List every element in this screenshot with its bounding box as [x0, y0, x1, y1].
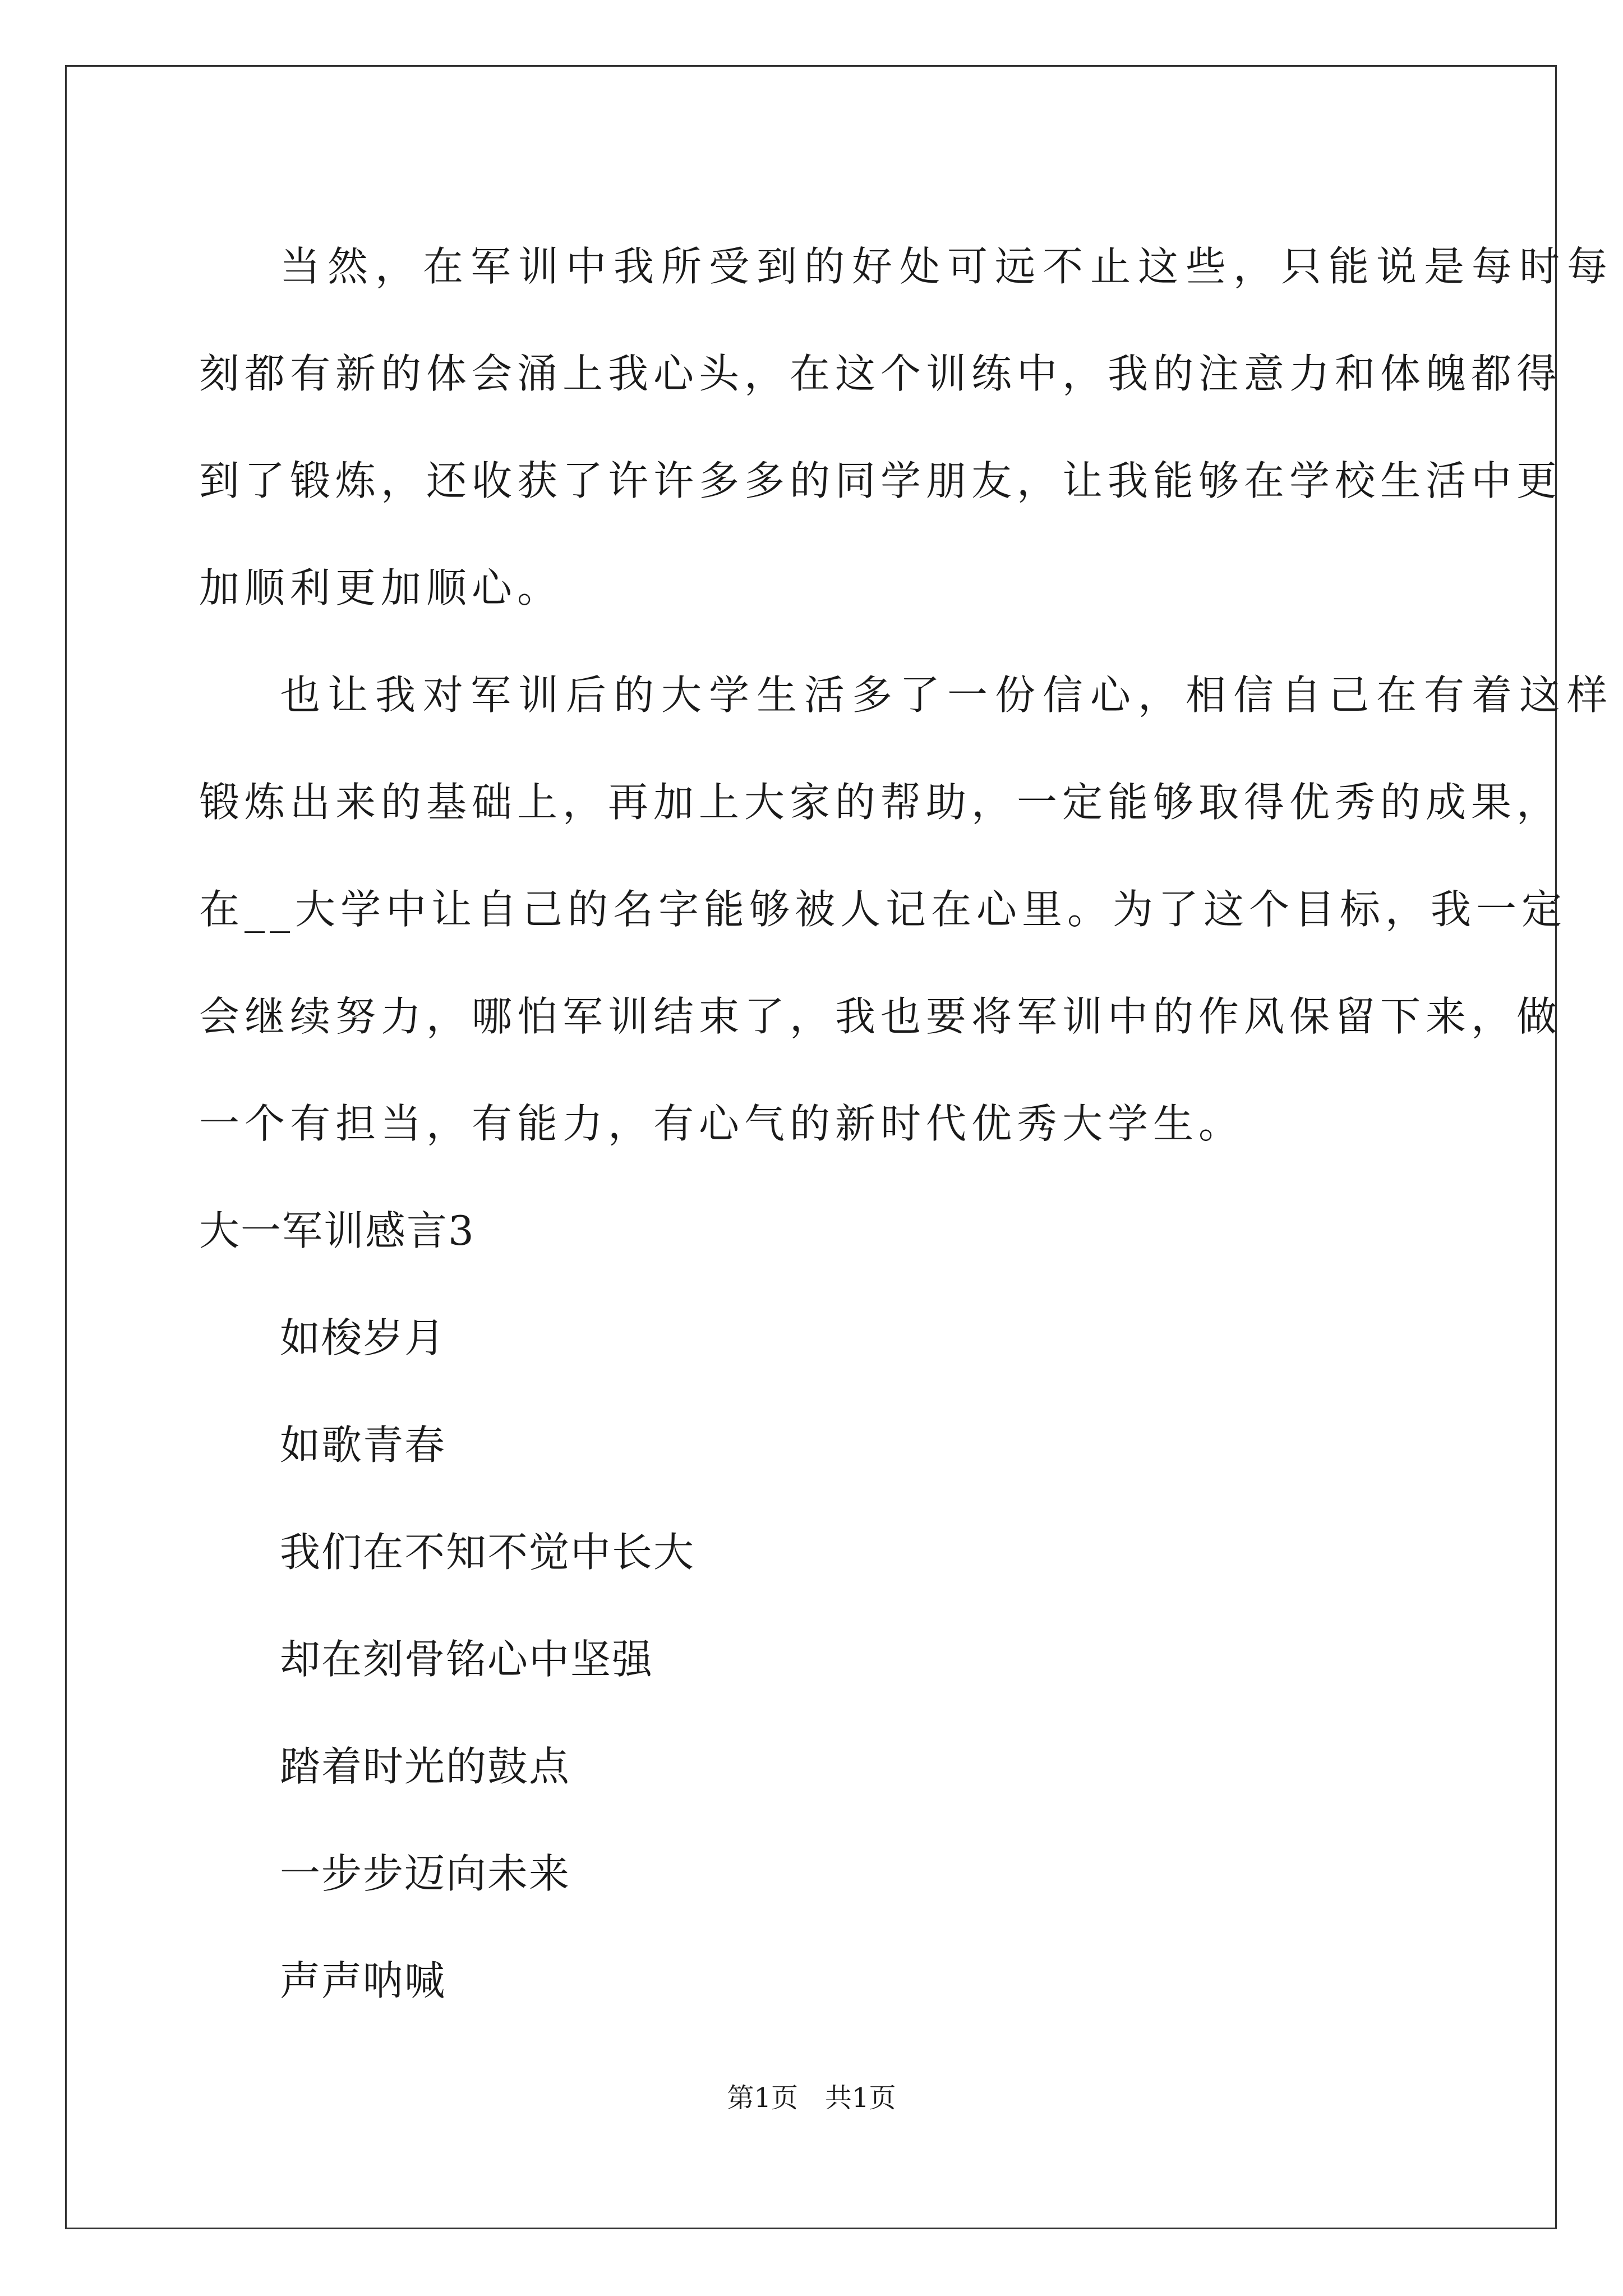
- paragraph-line: 刻都有新的体会涌上我心头，在这个训练中，我的注意力和体魄都得: [199, 350, 1562, 397]
- paragraph-line: 会继续努力，哪怕军训结束了，我也要将军训中的作风保留下来，做: [199, 993, 1562, 1040]
- poem-line: 声声呐喊: [280, 1957, 446, 2004]
- paragraph-line: 加顺利更加顺心。: [199, 564, 563, 611]
- page-footer: 第1页 共1页: [727, 2082, 896, 2114]
- document-body: [199, 213, 1615, 2035]
- poem-line: 踏着时光的鼓点: [280, 1743, 571, 1790]
- paragraph-line: 在__大学中让自己的名字能够被人记在心里。为了这个目标，我一定: [199, 886, 1567, 933]
- paragraph-1: [199, 213, 1615, 642]
- poem-line: 如梭岁月: [280, 1314, 446, 1361]
- poem-line: 如歌青春: [280, 1421, 446, 1469]
- paragraph-line: 一个有担当，有能力，有心气的新时代优秀大学生。: [199, 1100, 1244, 1147]
- poem-line: 却在刻骨铭心中坚强: [280, 1636, 654, 1683]
- paragraph-2: [199, 642, 1615, 1177]
- paragraph-line: 锻炼出来的基础上，再加上大家的帮助，一定能够取得优秀的成果，: [199, 779, 1562, 826]
- poem-line: 我们在不知不觉中长大: [280, 1529, 695, 1576]
- poem: [199, 1285, 1430, 2035]
- paragraph-line: 也让我对军训后的大学生活多了一份信心，相信自己在有着这样: [280, 671, 1615, 719]
- poem-line: 一步步迈向未来: [280, 1850, 571, 1897]
- paragraph-line: 到了锻炼，还收获了许许多多的同学朋友，让我能够在学校生活中更: [199, 457, 1562, 504]
- section-heading: 大一军训感言3: [199, 1207, 475, 1254]
- paragraph-line: 当然，在军训中我所受到的好处可远不止这些，只能说是每时每: [280, 243, 1615, 290]
